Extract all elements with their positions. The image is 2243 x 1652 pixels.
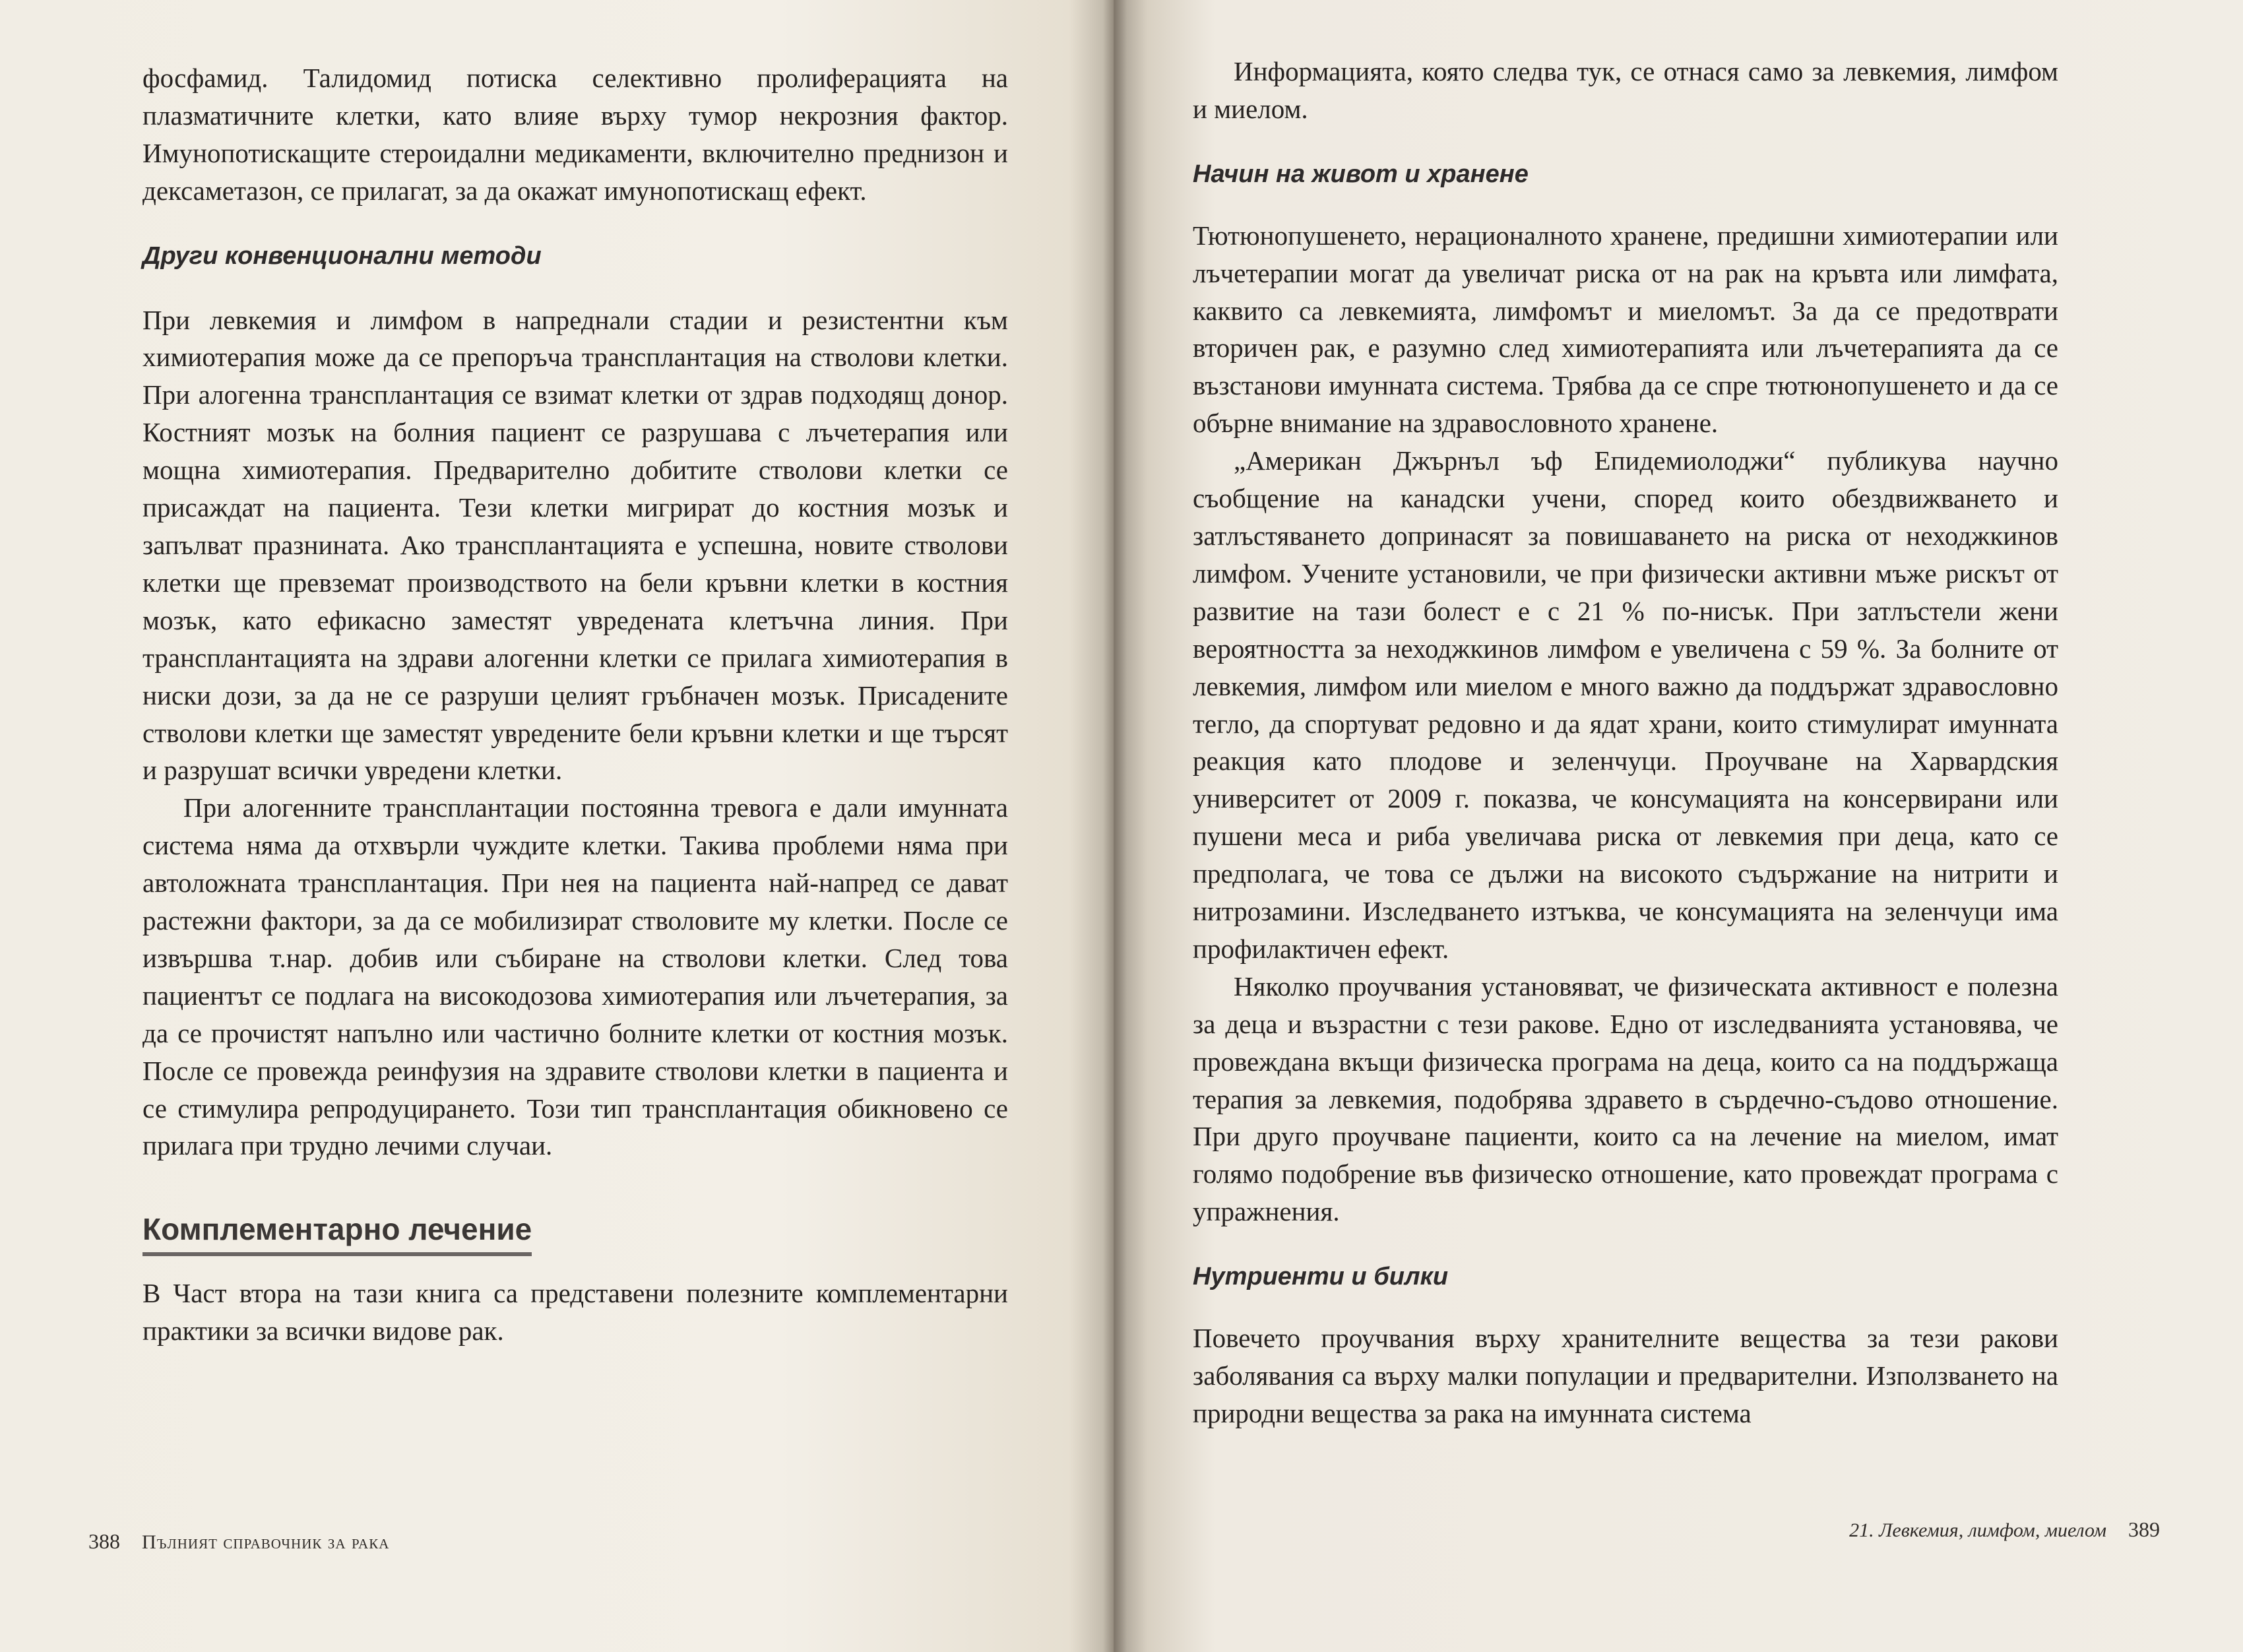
paragraph: Тютюнопушенето, нерационалното хранене, предишни химиотерапии или лъчетерапии могат да увеличат риска от на рак на кръвта или лимфата, каквито са левкемията, лимфомът и миеломът. За да се предотврати вторичен рак, е разумно след химиотерапията или лъчетерапията да се възстанови имунната система. Трябва да се спре тютюнопушенето и да се обърне внимание на здравословното хранене. [1193, 220, 2058, 439]
left-footer [88, 1529, 389, 1554]
paragraph: „Американ Джърнъл ъф Епидемиолоджи“ публикува научно съобщение на канадски учени, според които обездвижването и затлъстяването допринасят за повишаването на риска от неходжкинов лимфом. Учените установили, че при физически активни мъже рискът от развитие на тази болест е с 21 % по-нисък. При затлъстели жени вероятността за неходжкинов лимфом е увеличена с 59 %. За болните от левкемия, лимфом или миелом е много важно да поддържат здравословно тегло, да спортуват редовно и да ядат храни, които стимулират имунната реакция като плодове и зеленчуци. Проучване на Харвардския университет от 2009 г. показва, че консумацията на консервирани или пушени меса и риба увеличава риска от левкемия при деца, като се предполага, че това се дължи на високото съдържание на нитрити и нитрозамини. Изследването изтъква, че консумацията на зеленчуци има профилактичен ефект. [1193, 445, 2058, 964]
left-page [0, 0, 1114, 1652]
paragraph: Повечето проучвания върху хранителните вещества за тези ракови заболявания са върху малки популации и предварителни. Използването на природни вещества за рака на имунната система [1193, 1323, 2058, 1428]
left-page-text [142, 59, 1008, 1350]
chapter-section-heading: Комплементарно лечение [142, 1211, 532, 1256]
section-heading: Други конвенционални методи [142, 241, 542, 270]
running-title: Пълният справочник за рака [142, 1531, 390, 1553]
book-spine-shadow [1103, 0, 1127, 1652]
paragraph: Няколко проучвания установяват, че физическата активност е полезна за деца и възрастни с тези ракове. Едно от изследванията установява, че провеждана вкъщи физическа програма на деца, които са на поддържаща терапия за левкемия, подобрява здравето в сърдечно-съдово отношение. При друго проучване пациенти, които са на лечение на миелом, имат голямо подобрение във физическо отношение, като провеждат програма с упражнения. [1193, 970, 2058, 1227]
paragraph: фосфамид. Талидомид потиска селективно пролиферацията на плазматичните клетки, като влияе върху тумор некрозния фактор. Имунопотискащите стероидални медикаменти, включително преднизон и дексаметазон, се прилагат, за да окажат имунопотискащ ефект. [142, 63, 1008, 206]
page-number: 389 [2128, 1517, 2160, 1541]
right-page [1114, 0, 2243, 1652]
paragraph: При алогенните трансплантации постоянна тревога е дали имунната система няма да отхвърли чуждите клетки. Такива проблеми няма при автоложната трансплантация. При нея на пациента най-напред се дават растежни фактори, за да се мобилизират стволовите му клетки. После се извършва т.нар. добив или събиране на стволови клетки. След това пациентът се подлага на високодозова химиотерапия или лъчетерапия, за да се прочистят напълно или частично болните клетки от костния мозък. После се провежда реинфузия на здравите стволови клетки в пациента и се стимулира репродуцирането. Този тип трансплантация обикновено се прилага при трудно лечими случаи. [142, 792, 1008, 1161]
section-heading: Нутриенти и билки [1193, 1263, 1449, 1291]
right-page-text [1193, 53, 2058, 1432]
paragraph: Информацията, която следва тук, се отнася само за левкемия, лимфом и миелом. [1193, 56, 2058, 124]
page-number: 388 [88, 1529, 120, 1553]
section-heading: Начин на живот и хранене [1193, 160, 1529, 188]
right-footer [1849, 1517, 2160, 1542]
chapter-title: 21. Левкемия, лимфом, миелом [1849, 1519, 2106, 1541]
paragraph: При левкемия и лимфом в напреднали стадии и резистентни към химиотерапия може да се препоръча трансплантация на стволови клетки. При алогенна трансплантация се взимат клетки от здрав подходящ донор. Костният мозък на болния пациент се разрушава с лъчетерапия или мощна химиотерапия. Предварително добитите стволови клетки се присаждат на пациента. Тези клетки мигрират до костния мозък и запълват празнината. Ако трансплантацията е успешна, новите стволови клетки ще превземат производството на бели кръвни клетки в костния мозък, като ефикасно заместят увредената клетъчна линия. При трансплантацията на здрави алогенни клетки се прилага химиотерапия в ниски дози, за да не се разруши целият гръбначен мозък. Присадените стволови клетки ще заместят увредените бели кръвни клетки и ще търсят и разрушат всички увредени клетки. [142, 304, 1008, 786]
paragraph: В Част втора на тази книга са представени полезните комплементарни практики за всички видове рак. [142, 1278, 1008, 1347]
